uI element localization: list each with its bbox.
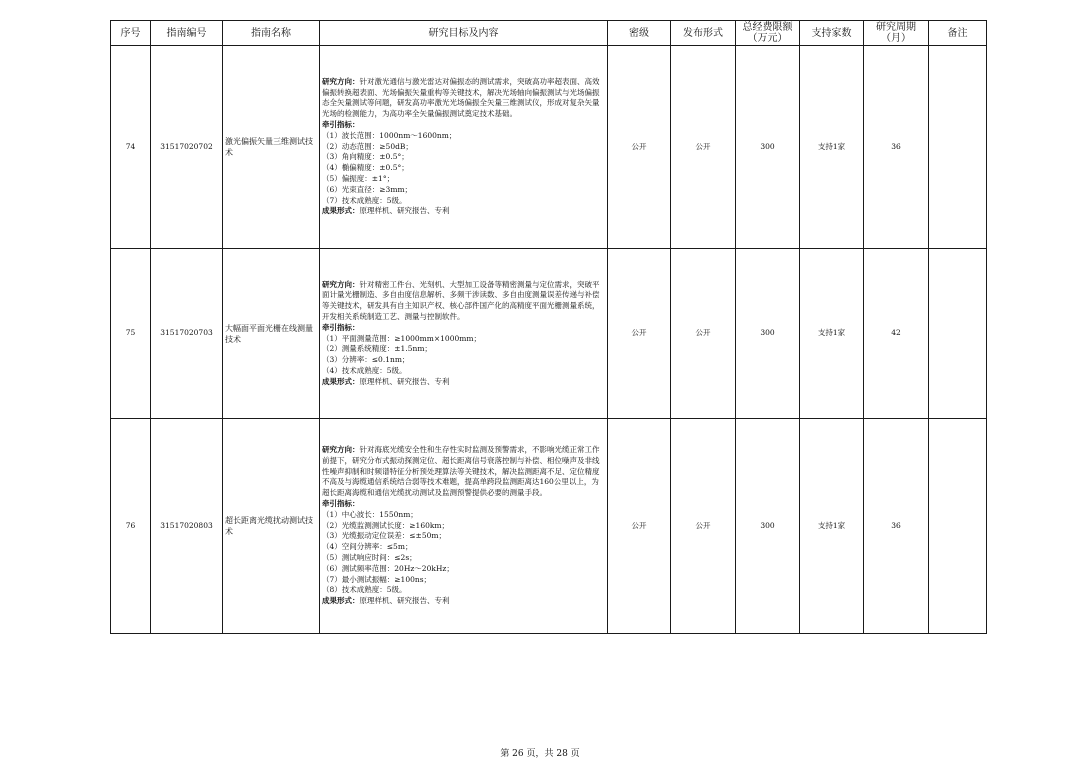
cell-code: 31517020702 (151, 46, 223, 249)
table-header-row (111, 21, 987, 46)
indicator-item: （1）平面测量范围：≥1000mm×1000mm； (322, 333, 481, 343)
table-row (111, 419, 987, 634)
direction-label: 研究方向： (322, 279, 360, 289)
cell-support: 支持1家 (800, 46, 864, 249)
cell-secret: 公开 (608, 419, 671, 634)
indicator-item: （8）技术成熟度：5级。 (322, 585, 407, 595)
direction-text: 针对激光通信与激光雷达对偏振态的测试需求，突破高功率超表面、高效偏振转换超表面、光场偏振矢量重构等关键技术，解决光场轴向偏振测试与光场偏振态全矢量测试等问题，研发高功率激光光场偏振全矢量三维测试仪，形成对复杂矢量光场的检测能力，为高功率全矢量偏振测试奠定技术基础。 (322, 76, 600, 119)
indicator-item: （3）分辨率：≤0.1nm； (322, 355, 410, 365)
cell-budget: 300 (736, 249, 800, 419)
indicator-item: （4）空间分辨率：≤5m； (322, 542, 413, 552)
direction-paragraph (322, 280, 605, 323)
indicator-item: （6）光束直径：≥3mm； (322, 184, 413, 194)
direction-paragraph (322, 77, 605, 120)
cell-publish: 公开 (671, 46, 736, 249)
indicator-label: 牵引指标： (322, 120, 360, 129)
cell-period: 36 (864, 419, 929, 634)
header-budget-line2: （万元） (747, 33, 788, 44)
indicator-item: （2）光缆监测测试长度：≥160km； (322, 520, 450, 530)
result-label: 成果形式： (322, 596, 360, 606)
indicator-item: （4）技术成熟度：5级。 (322, 365, 407, 375)
indicator-item: （3）光缆振动定位误差：≤±50m； (322, 531, 446, 541)
cell-budget: 300 (736, 419, 800, 634)
header-period (864, 21, 929, 46)
header-name: 指南名称 (223, 21, 320, 46)
result-text: 原理样机、研究报告、专利 (359, 376, 450, 386)
result-text: 原理样机、研究报告、专利 (359, 596, 450, 606)
direction-label: 研究方向： (322, 76, 360, 86)
cell-content (320, 46, 608, 249)
cell-support: 支持1家 (800, 249, 864, 419)
header-budget (736, 21, 800, 46)
cell-seq: 76 (111, 419, 151, 634)
cell-support: 支持1家 (800, 419, 864, 634)
cell-remark (929, 46, 987, 249)
indicator-item: （4）椭偏精度：±0.5°； (322, 163, 409, 173)
header-content: 研究目标及内容 (320, 21, 608, 46)
cell-publish: 公开 (671, 249, 736, 419)
indicator-item: （6）测试频率范围：20Hz～20kHz； (322, 563, 454, 573)
cell-name: 激光偏振矢量三维测试技术 (223, 46, 320, 249)
cell-seq: 75 (111, 249, 151, 419)
indicator-item: （7）技术成熟度：5级。 (322, 195, 407, 205)
header-budget-line1: 总经费限额 (742, 22, 793, 33)
direction-text: 针对海底光缆安全性和生存性实时监测及预警需求，不影响光缆正常工作前提下，研究分布式振动探测定位、超长距离信号衰落控制与补偿、相位噪声及非线性噪声抑制和时频谱特征分析预处理算法等关键技术，解决监测距离不足、定位精度不高及与海缆通信系统结合弱等技术难题，提高单跨段监测距离达160公里以上，为超长距离海缆和通信光缆扰动测试及监测预警提供必要的测量手段。 (322, 445, 600, 498)
direction-paragraph (322, 445, 605, 499)
header-period-line1: 研究周期 (876, 22, 916, 33)
cell-code: 31517020703 (151, 249, 223, 419)
header-support: 支持家数 (800, 21, 864, 46)
indicator-item: （1）波长范围：1000nm～1600nm； (322, 130, 457, 140)
cell-remark (929, 419, 987, 634)
guide-table (110, 20, 987, 634)
cell-content (320, 419, 608, 634)
indicator-item: （3）角向精度：±0.5°； (322, 152, 409, 162)
table-row (111, 46, 987, 249)
indicator-label: 牵引指标： (322, 499, 360, 508)
cell-name: 超长距离光缆扰动测试技术 (223, 419, 320, 634)
cell-secret: 公开 (608, 46, 671, 249)
cell-name: 大幅面平面光栅在线测量技术 (223, 249, 320, 419)
cell-publish: 公开 (671, 419, 736, 634)
cell-period: 36 (864, 46, 929, 249)
indicator-item: （7）最小测试振幅：≥100ns； (322, 574, 432, 584)
direction-label: 研究方向： (322, 445, 360, 455)
indicator-item: （2）测量系统精度：±1.5nm； (322, 344, 432, 354)
header-remark: 备注 (929, 21, 987, 46)
result-line (322, 377, 605, 388)
result-label: 成果形式： (322, 206, 360, 216)
cell-remark (929, 249, 987, 419)
table-row (111, 249, 987, 419)
indicator-item: （1）中心波长：1550nm； (322, 509, 418, 519)
result-label: 成果形式： (322, 376, 360, 386)
indicator-label: 牵引指标： (322, 322, 360, 332)
header-seq: 序号 (111, 21, 151, 46)
result-line (322, 206, 605, 217)
header-publish: 发布形式 (671, 21, 736, 46)
cell-seq: 74 (111, 46, 151, 249)
header-period-line2: （月） (881, 33, 911, 44)
cell-budget: 300 (736, 46, 800, 249)
cell-period: 42 (864, 249, 929, 419)
result-text: 原理样机、研究报告、专利 (359, 206, 450, 216)
header-secret: 密级 (608, 21, 671, 46)
page-number-footer: 第 26 页，共 28 页 (500, 749, 580, 759)
cell-code: 31517020803 (151, 419, 223, 634)
indicator-item: （5）测试响应时间：≤2s； (322, 552, 417, 562)
indicator-item: （5）偏振度：±1°； (322, 173, 395, 183)
direction-text: 针对精密工件台、光刻机、大型加工设备等精密测量与定位需求，突破平面计量光栅制造、多自由度信息解析、多频干涉读数、多自由度测量误差传递与补偿等关键技术，研发具有自主知识产权、核心部件国产化的高精度平面光栅测量系统，开发相关系统制造工艺、测量与控制软件。 (322, 279, 600, 321)
cell-secret: 公开 (608, 249, 671, 419)
indicator-item: （2）动态范围：≥50dB； (322, 141, 413, 151)
header-code: 指南编号 (151, 21, 223, 46)
result-line (322, 596, 605, 607)
cell-content (320, 249, 608, 419)
